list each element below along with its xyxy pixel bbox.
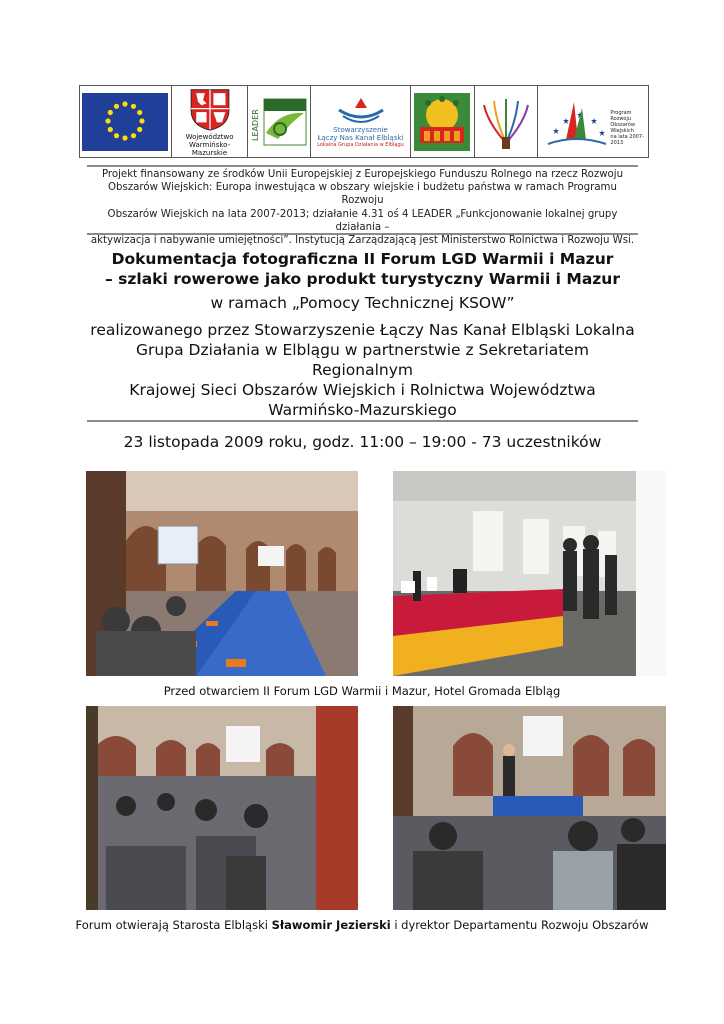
coat-of-arms-cell — [172, 86, 249, 157]
caption-first: Przed otwarciem II Forum LGD Warmii i Mazur, Hotel Gromada Elbląg — [163, 684, 561, 698]
lgd-tree-logo-icon — [478, 93, 534, 151]
coat-caption — [172, 133, 248, 157]
prow-line2: Rozwoju — [610, 116, 632, 122]
document-title — [87, 249, 638, 289]
prow-text — [610, 110, 648, 146]
caption-second — [60, 918, 664, 932]
prow-logo-cell — [538, 86, 648, 157]
caption-second-name: Sławomir Jezierski — [271, 918, 391, 932]
coat-of-arms-icon — [186, 88, 234, 131]
organizer-line2: Grupa Działania w Elblągu w partnerstwie z Sekretariatem Regionalnym — [136, 341, 589, 379]
organizer-line1: realizowanego przez Stowarzyszenie Łączy Nas Kanał Elbląski Lokalna — [90, 321, 635, 339]
leader-logo-cell — [248, 86, 311, 157]
leader-label: LEADER — [251, 108, 261, 141]
funding-line4: aktywizacja i nabywanie umiejętności”. Instytucją Zarządzającą jest Ministerstwo Rolnictwa i Rozwoju Wsi. — [90, 235, 635, 247]
eu-flag-cell — [80, 86, 172, 157]
prow-logo-icon — [544, 94, 608, 148]
funding-bottom-rule — [87, 233, 638, 235]
kanal-logo-icon — [331, 96, 391, 124]
kanal-name-line1: Stowarzyszenie — [333, 125, 388, 134]
eu-flag-icon — [82, 93, 168, 151]
lgd-tree-logo-cell — [475, 86, 539, 157]
photo-catering — [393, 471, 666, 676]
prow-line1: Program — [610, 110, 632, 116]
funding-top-rule — [87, 165, 638, 167]
kanal-sub: Lokalna Grupa Działania w Elblągu — [317, 141, 404, 148]
document-title-line2: – szlaki rowerowe jako produkt turystyczny Warmii i Mazur — [105, 270, 620, 288]
event-date: 23 listopada 2009 roku, godz. 11:00 – 19:00 - 73 uczestników — [123, 433, 602, 451]
prow-line5: na lata 2007-2013 — [610, 134, 644, 146]
organizer-line3: Krajowej Sieci Obszarów Wiejskich i Rolnictwa Województwa — [129, 381, 596, 399]
photo-hall-before-opening — [86, 471, 358, 676]
organizer-line4: Warmińsko-Mazurskiego — [268, 401, 457, 419]
caption-second-pre: Forum otwierają Starosta Elbląski — [75, 918, 272, 932]
document-title-line1: Dokumentacja fotograficzna II Forum LGD Warmii i Mazur — [111, 250, 614, 268]
prow-line3: Obszarów — [610, 122, 635, 128]
funding-line2: Obszarów Wiejskich: Europa inwestująca w obszary wiejskie i budżetu państwa w ramach Programu Rozwoju — [108, 182, 617, 207]
coat-caption-line1: Województwo — [185, 133, 234, 141]
kanal-logo-cell — [311, 86, 411, 157]
kanal-name — [318, 126, 404, 142]
funding-line1: Projekt finansowany ze środków Unii Europejskiej z Europejskiego Funduszu Rolnego na rzecz Rozwoju — [101, 169, 624, 180]
lgd-logo-icon — [414, 93, 470, 151]
title-bottom-rule — [87, 420, 638, 422]
leader-logo-icon — [250, 93, 308, 151]
funding-notice — [87, 168, 638, 247]
photo-speakers — [393, 706, 666, 910]
lgd-logo-cell — [411, 86, 475, 157]
funding-line3: Obszarów Wiejskich na lata 2007-2013; działanie 4.31 oś 4 LEADER „Funkcjonowanie lokalnej grupy działania – — [107, 208, 618, 233]
kanal-name-line2: Łączy Nas Kanał Elbląski — [317, 133, 404, 142]
photo-participants — [86, 706, 358, 910]
prow-line4: Wiejskich — [610, 128, 634, 134]
coat-caption-line2: Warmińsko-Mazurskie — [188, 141, 231, 157]
organizer-text — [87, 320, 638, 420]
caption-second-post: i dyrektor Departamentu Rozwoju Obszarów — [390, 918, 649, 932]
document-subtitle: w ramach „Pomocy Technicznej KSOW” — [210, 294, 515, 312]
logo-strip — [79, 85, 649, 158]
